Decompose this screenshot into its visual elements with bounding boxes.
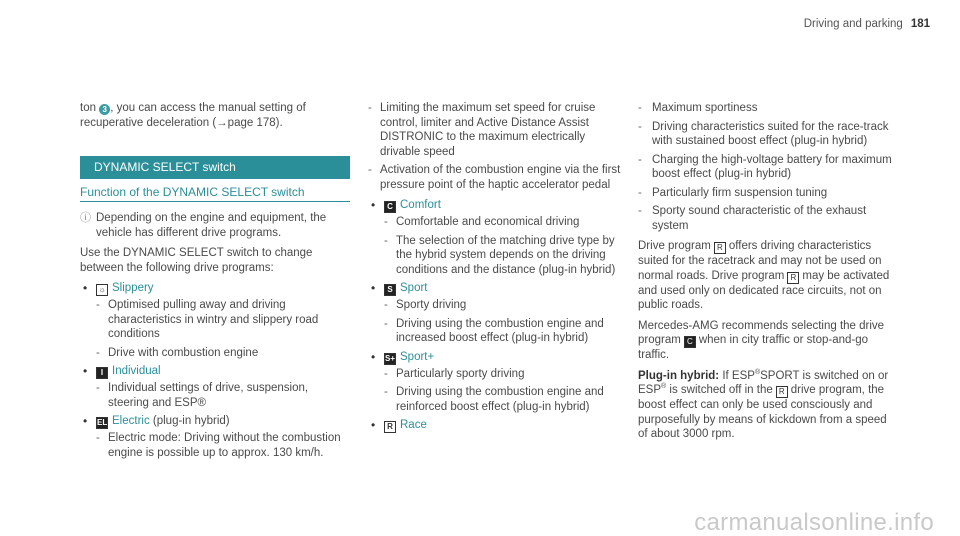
- note: [80, 211, 350, 240]
- mode-name: Individual: [112, 365, 161, 377]
- list-item: - Individual settings of drive, suspension, steering and ESP®: [96, 381, 350, 410]
- list-item: - Sporty sound characteristic of the exhaust system: [638, 204, 898, 233]
- list-item: - Driving using the combustion engine and increased boost effect (plug-in hybrid): [384, 317, 628, 346]
- subsection-title: Function of the DYNAMIC SELECT switch: [80, 185, 350, 203]
- column-3: [638, 101, 898, 448]
- list-item: - Particularly firm suspension tuning: [638, 186, 898, 201]
- mode-name: Sport+: [400, 350, 435, 363]
- info-icon: ⓘ: [80, 212, 91, 224]
- mode-name: Sport: [400, 282, 428, 294]
- plug-in-hybrid-paragraph: Plug-in hybrid: If ESP®SPORT is switched on or ESP® is switched off in the R drive program, the boost effect can only be used consciously and purposefully by means of kickdown from a speed of about 3000 rpm.: [638, 368, 889, 440]
- mode-sport-plus: [368, 350, 628, 415]
- slippery-mode-icon: ☼: [96, 284, 108, 296]
- race-mode-icon: R: [384, 421, 396, 433]
- use-text: Use the DYNAMIC SELECT switch to change between the following drive programs:: [80, 247, 313, 274]
- list-item: - Maximum sportiness: [638, 101, 898, 116]
- mode-name: Slippery: [112, 282, 154, 294]
- list-item: - Driving using the combustion engine and reinforced boost effect (plug-in hybrid): [384, 385, 628, 414]
- mode-race: [368, 418, 628, 433]
- intro-paragraph: ton 3 , you can access the manual setting of recuperative deceleration (→page 178).: [80, 102, 306, 129]
- mode-comfort: [368, 198, 628, 277]
- header-section: Driving and parking: [803, 18, 903, 30]
- list-item: - Particularly sporty driving: [384, 367, 628, 382]
- comfort-mode-icon: C: [684, 336, 696, 348]
- drive-program-list: [80, 281, 350, 460]
- mode-name: Electric: [112, 415, 150, 427]
- comfort-mode-icon: C: [384, 201, 396, 213]
- column-2: [368, 101, 628, 437]
- list-item: - Optimised pulling away and driving characteristics in wintry and slippery road conditions: [96, 298, 350, 342]
- list-item: - Driving characteristics suited for the race-track with sustained boost effect (plug-in hybrid): [638, 120, 898, 149]
- mode-name: Race: [400, 419, 427, 431]
- section-title: DYNAMIC SELECT switch: [80, 156, 350, 179]
- page-ref-link[interactable]: page 178).: [227, 116, 283, 129]
- drive-program-list-continued: [368, 198, 628, 433]
- sport-plus-mode-icon: S+: [385, 353, 396, 363]
- watermark: carmanualsonline.info: [694, 508, 934, 536]
- race-mode-icon: R: [776, 386, 788, 398]
- marker-3-icon: 3: [99, 104, 110, 115]
- list-item: - Charging the high-voltage battery for maximum boost effect (plug-in hybrid): [638, 153, 898, 182]
- individual-mode-icon: I: [96, 367, 108, 379]
- recommendation-paragraph: Mercedes-AMG recommends selecting the drive program C when in city traffic or stop-and-go traffic.: [638, 319, 885, 361]
- list-item: - Sporty driving: [384, 298, 628, 313]
- race-paragraph: Drive program R offers driving characteristics suited for the racetrack and may not be used on normal roads. Drive program R may be activated and used only on dedicated race circuits, not on public roads.: [638, 240, 890, 311]
- race-mode-icon: R: [787, 272, 799, 284]
- race-mode-icon: R: [714, 242, 726, 254]
- arrow-icon: →: [216, 116, 228, 129]
- mode-name: Comfort: [400, 199, 441, 211]
- page-number: 181: [910, 18, 930, 30]
- list-item: - Drive with combustion engine: [96, 346, 350, 361]
- list-item: - Electric mode: Driving without the combustion engine is possible up to approx. 130 km/h.: [96, 431, 350, 460]
- note-text: Depending on the engine and equipment, the vehicle has different drive programs.: [96, 212, 327, 239]
- list-item: - Limiting the maximum set speed for cruise control, limiter and Active Distance Assist DISTRONIC to the maximum electrically drivable speed: [368, 101, 628, 159]
- list-item: - The selection of the matching drive type by the hybrid system depends on the driving conditions and the distance (plug-in hybrid): [384, 234, 628, 278]
- page-header: [804, 17, 930, 32]
- mode-individual: [80, 364, 350, 410]
- mode-electric: • EL Electric (plug-in hybrid) - Electric mode: Driving without the combustion engine is possible up to approx. 130 km/h.: [80, 414, 350, 460]
- list-item: - Comfortable and economical driving: [384, 215, 628, 230]
- sport-mode-icon: S: [384, 284, 396, 296]
- electric-mode-icon: EL: [97, 418, 108, 427]
- column-1: [80, 101, 350, 464]
- mode-slippery: [80, 281, 350, 360]
- mode-sport: [368, 281, 628, 346]
- list-item: - Activation of the combustion engine via the first pressure point of the haptic accelerator pedal: [368, 163, 628, 192]
